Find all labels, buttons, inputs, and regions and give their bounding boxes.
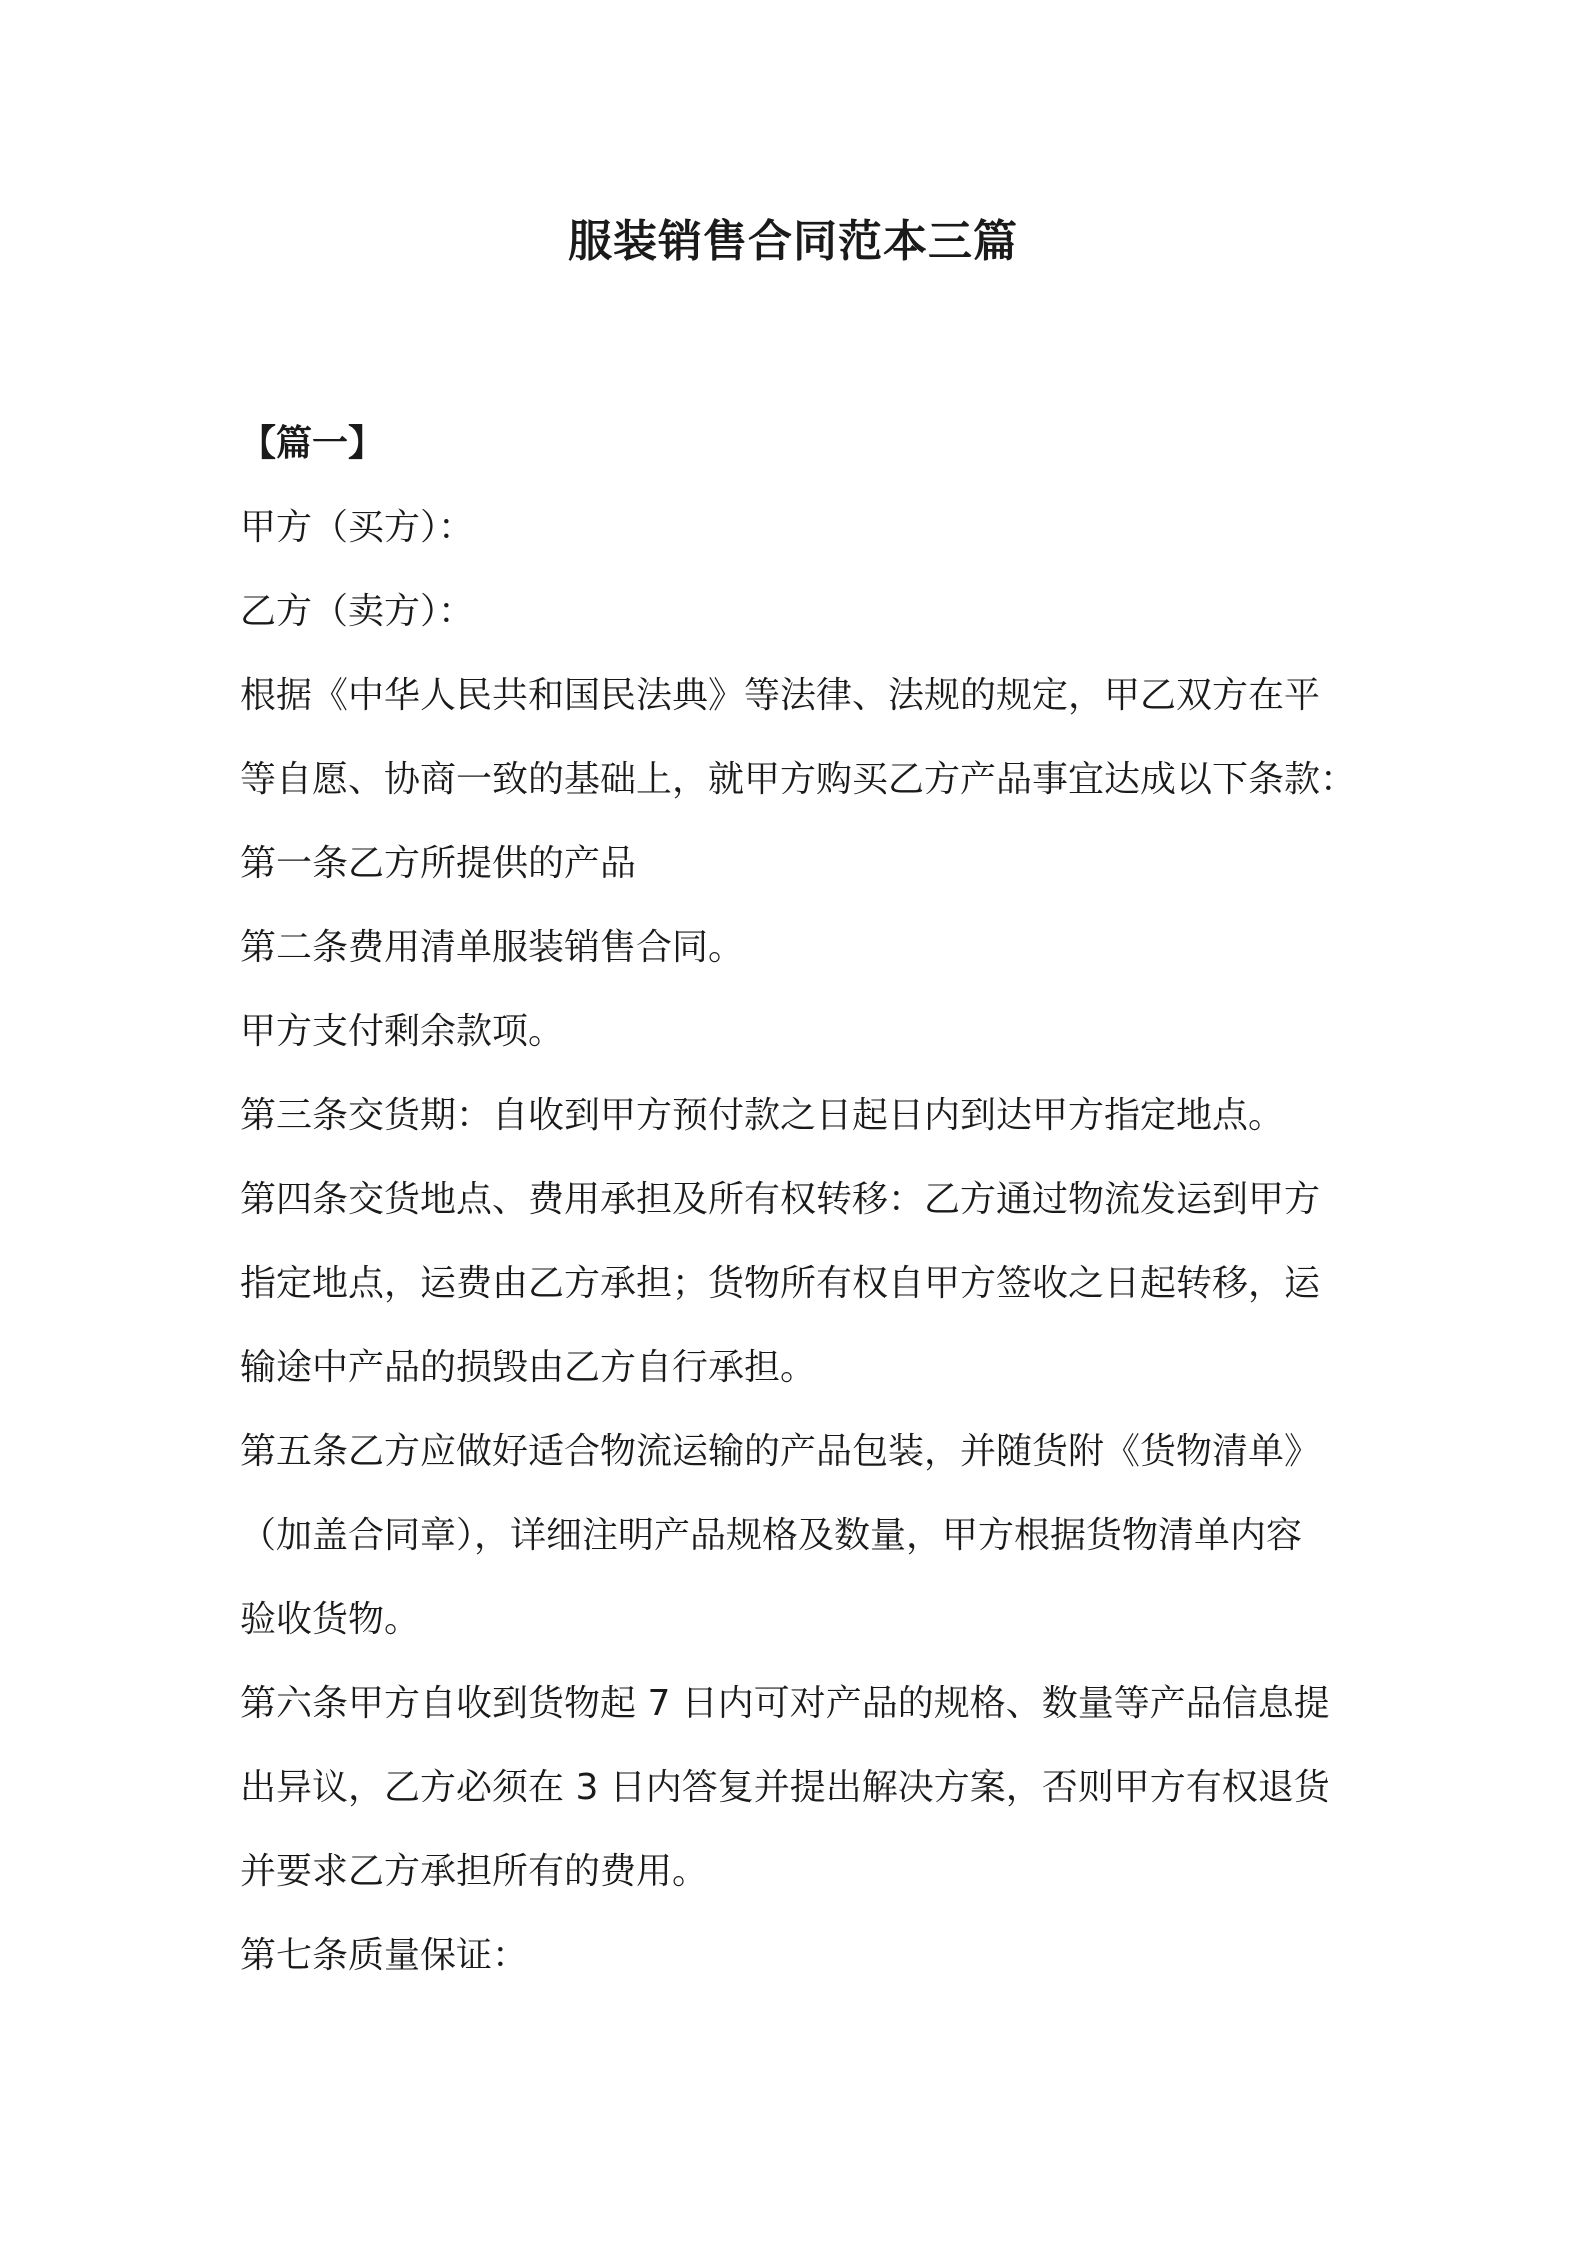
paragraph-line: 验收货物。 [240, 1599, 421, 1640]
clause-line: 第五条乙方应做好适合物流运输的产品包装，并随货附《货物清单》 [240, 1431, 1321, 1472]
section-heading: 【篇一】 [240, 423, 385, 464]
document-body [240, 402, 1360, 1998]
clause-line: 第二条费用清单服装销售合同。 [240, 927, 745, 968]
paragraph-line: 根据《中华人民共和国民法典》等法律、法规的规定，甲乙双方在平 [240, 675, 1321, 716]
party-b-line: 乙方（卖方）： [240, 591, 475, 632]
document-title: 服装销售合同范本三篇 [568, 216, 1018, 267]
clause-line: 第三条交货期：自收到甲方预付款之日起日内到达甲方指定地点。 [240, 1095, 1285, 1136]
clause-line: 第六条甲方自收到货物起 7 日内可对产品的规格、数量等产品信息提 [240, 1683, 1330, 1724]
paragraph-line: 并要求乙方承担所有的费用。 [240, 1851, 709, 1892]
paragraph-line: （加盖合同章），详细注明产品规格及数量，甲方根据货物清单内容 [240, 1515, 1303, 1556]
paragraph-line: 出异议，乙方必须在 3 日内答复并提出解决方案，否则甲方有权退货 [240, 1767, 1330, 1808]
clause-line: 第四条交货地点、费用承担及所有权转移：乙方通过物流发运到甲方 [240, 1179, 1321, 1220]
paragraph-line: 输途中产品的损毁由乙方自行承担。 [240, 1347, 817, 1388]
paragraph-line: 甲方支付剩余款项。 [240, 1011, 565, 1052]
party-a-line: 甲方（买方）： [240, 507, 475, 548]
clause-line: 第七条质量保证： [240, 1935, 529, 1976]
paragraph-line: 等自愿、协商一致的基础上，就甲方购买乙方产品事宜达成以下条款： [240, 759, 1357, 800]
clause-line: 第一条乙方所提供的产品 [240, 843, 637, 884]
paragraph-line: 指定地点，运费由乙方承担；货物所有权自甲方签收之日起转移，运 [240, 1263, 1321, 1304]
